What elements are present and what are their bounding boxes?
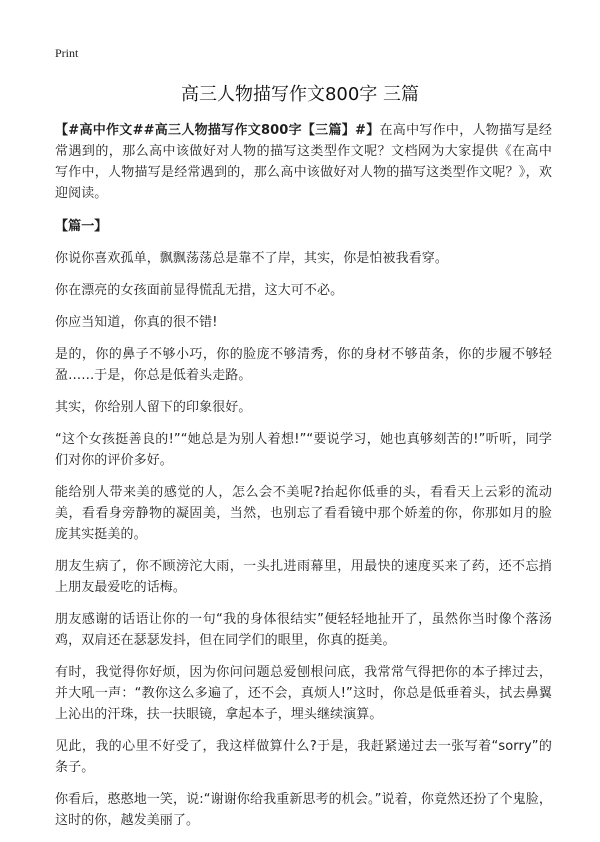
body-paragraph: 朋友生病了，你不顾滂沱大雨，一头扎进雨幕里，用最快的速度买来了药，还不忘捎上朋友最爱吃的话梅。	[55, 559, 552, 595]
body-paragraph: 见此，我的心里不好受了，我这样做算什么?于是，我赶紧递过去一张写着“sorry”的条子。	[55, 739, 552, 775]
article-body	[55, 120, 552, 842]
body-paragraph: 你应当知道，你真的很不错!	[55, 315, 218, 330]
intro-tag-title: #高三人物描写作文800字【三篇】#】	[143, 123, 380, 138]
body-paragraph: 你看后，憨憨地一笑，说:“谢谢你给我重新思考的机会。”说着，你竟然还扮了个鬼脸，这时的你，越发美丽了。	[55, 792, 552, 828]
intro-tag-category: 【#高中作文#	[55, 123, 144, 138]
page-title: 高三人物描写作文800字 三篇	[180, 84, 420, 105]
body-paragraph: “这个女孩挺善良的!”“她总是为别人着想!”“要说学习，她也真够刻苦的!”听听，同学们对你的评价多好。	[55, 432, 552, 468]
body-paragraph: 朋友感谢的话语让你的一句“我的身体很结实”便轻轻地扯开了，虽然你当时像个落汤鸡，双肩还在瑟瑟发抖，但在同学们的眼里，你真的挺美。	[55, 612, 552, 648]
body-paragraph: 能给别人带来美的感觉的人，怎么会不美呢?抬起你低垂的头，看看天上云彩的流动美，看看身旁静物的凝固美，当然，也别忘了看看镜中那个娇羞的你，你那如月的脸庞其实挺美的。	[55, 485, 552, 542]
body-paragraph: 是的，你的鼻子不够小巧，你的脸庞不够清秀，你的身材不够苗条，你的步履不够轻盈……于是，你总是低着头走路。	[55, 347, 552, 383]
print-label: Print	[55, 46, 79, 60]
section-title: 【篇一】	[55, 219, 108, 234]
body-paragraph: 有时，我觉得你好烦，因为你问问题总爱刨根问底，我常常气得把你的本子摔过去，并大吼一声：“教你这么多遍了，还不会，真烦人!”这时，你总是低垂着头，拭去鼻翼上沁出的汗珠，扶一扶眼镜，拿起本子，埋头继续演算。	[55, 665, 552, 722]
body-paragraph: 你在漂亮的女孩面前显得慌乱无措，这大可不必。	[55, 283, 344, 298]
intro-paragraph	[55, 120, 552, 204]
intro-text: 在高中写作中，人物描写是经常遇到的，那么高中该做好对人物的描写这类型作文呢？文档网为大家提供《在高中写作中，人物描写是经常遇到的，那么高中该做好对人物的描写这类型作文呢？》，欢迎阅读。	[55, 123, 552, 201]
body-paragraph: 其实，你给别人留下的印象很好。	[55, 400, 252, 415]
body-paragraph: 你说你喜欢孤单，飘飘荡荡总是靠不了岸，其实，你是怕被我看穿。	[55, 251, 449, 266]
